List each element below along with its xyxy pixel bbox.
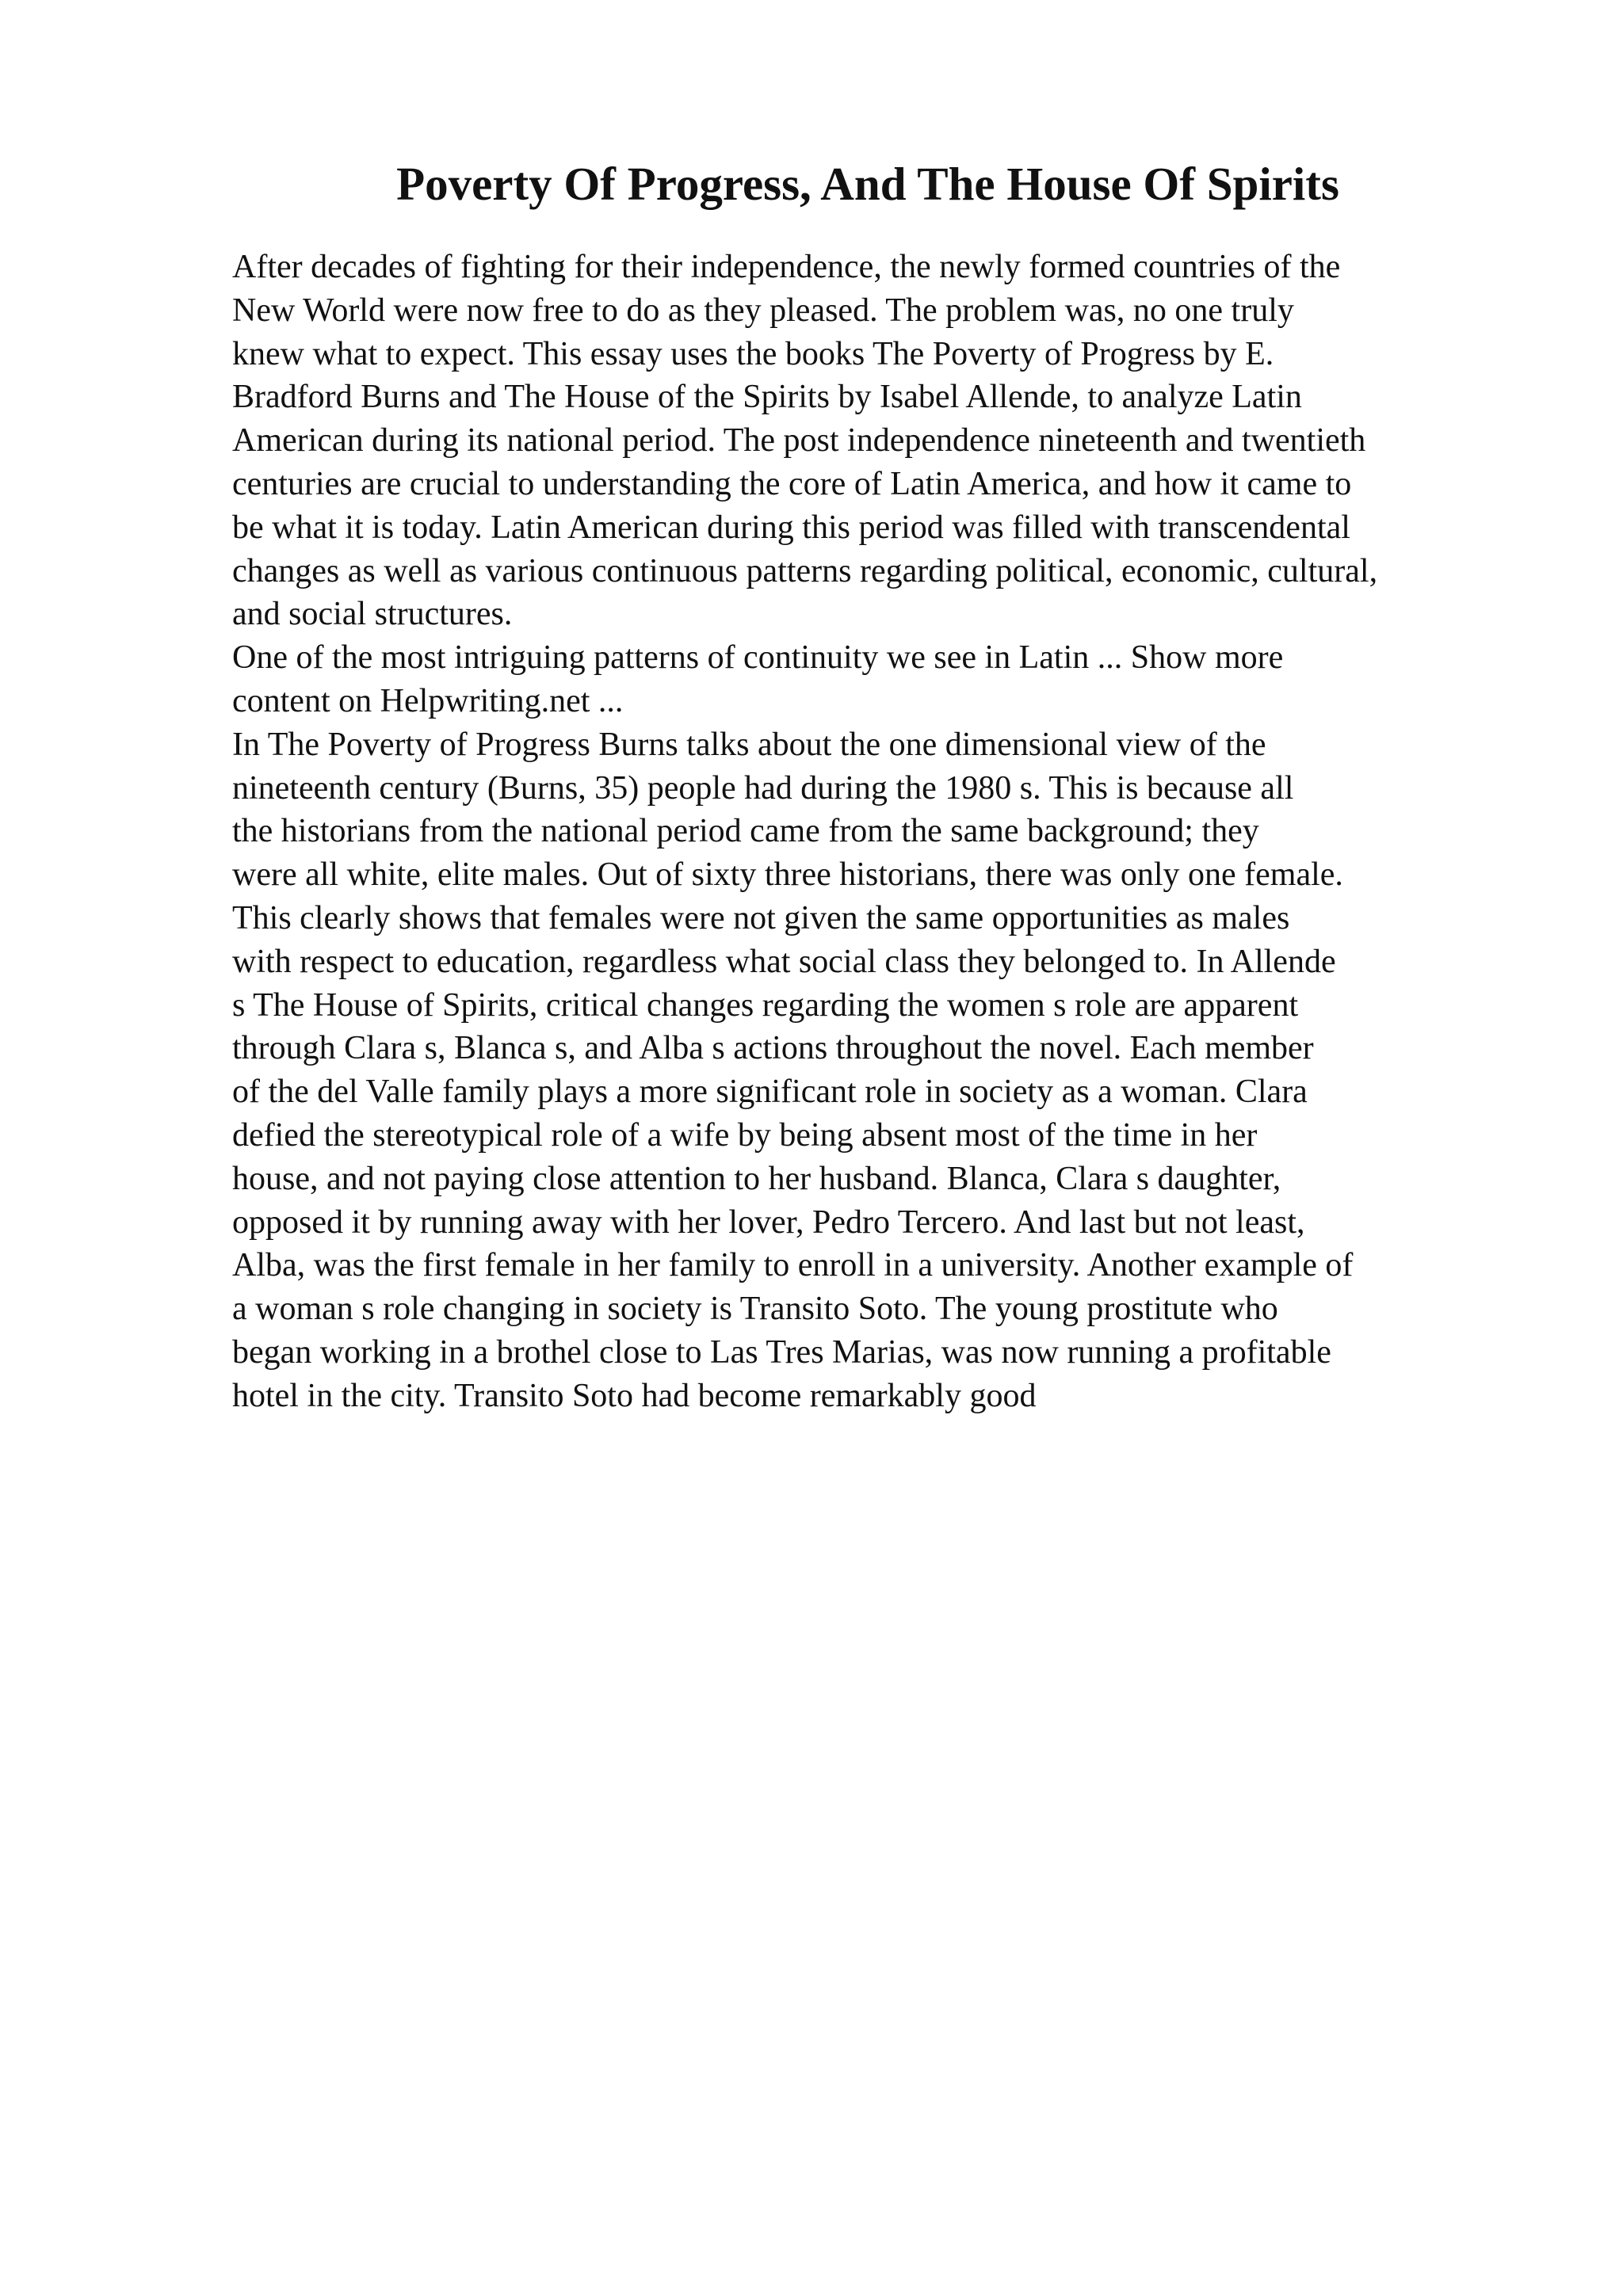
body-line: changes as well as various continuous patterns regarding political, economic, cultural,	[232, 552, 1378, 589]
body-line: After decades of fighting for their independence, the newly formed countries of the	[232, 249, 1341, 285]
body-line: defied the stereotypical role of a wife by being absent most of the time in her	[232, 1116, 1258, 1154]
body-line: centuries are crucial to understanding the core of Latin America, and how it came to	[232, 465, 1352, 502]
body-line: Alba, was the first female in her family to enroll in a university. Another example of	[232, 1247, 1354, 1284]
body-line: New World were now free to do as they pleased. The problem was, no one truly	[232, 292, 1294, 329]
body-line: the historians from the national period came from the same background; they	[232, 813, 1259, 850]
body-line: One of the most intriguing patterns of continuity we see in Latin ... Show more	[232, 639, 1284, 677]
body-line: knew what to expect. This essay uses the books The Poverty of Progress by E.	[232, 335, 1274, 372]
body-line: of the del Valle family plays a more significant role in society as a woman. Clara	[232, 1074, 1308, 1111]
body-line: and social structures.	[232, 596, 513, 633]
body-line: Bradford Burns and The House of the Spirits by Isabel Allende, to analyze Latin	[232, 379, 1302, 416]
body-line: house, and not paying close attention to her husband. Blanca, Clara s daughter,	[232, 1160, 1281, 1197]
body-line: were all white, elite males. Out of sixty three historians, there was only one female.	[232, 856, 1343, 894]
body-line: This clearly shows that females were not given the same opportunities as males	[232, 899, 1290, 936]
body-line: nineteenth century (Burns, 35) people had during the 1980 s. This is because all	[232, 769, 1294, 807]
body-line: American during its national period. The post independence nineteenth and twentieth	[232, 422, 1366, 460]
body-line: began working in a brothel close to Las Tres Marias, was now running a profitable	[232, 1333, 1331, 1371]
body-line: content on Helpwriting.net ...	[232, 682, 624, 719]
document-body	[232, 246, 1516, 1418]
body-line: through Clara s, Blanca s, and Alba s actions throughout the novel. Each member	[232, 1030, 1314, 1067]
document-title: Poverty Of Progress, And The House Of Spirits	[396, 158, 1339, 210]
body-line: opposed it by running away with her lover, Pedro Tercero. And last but not least,	[232, 1203, 1305, 1241]
body-line: hotel in the city. Transito Soto had become remarkably good	[232, 1377, 1037, 1414]
body-line: be what it is today. Latin American during this period was filled with transcendental	[232, 509, 1350, 546]
body-line: with respect to education, regardless what social class they belonged to. In Allende	[232, 943, 1336, 980]
body-line: In The Poverty of Progress Burns talks about the one dimensional view of the	[232, 726, 1266, 763]
body-line: s The House of Spirits, critical changes regarding the women s role are apparent	[232, 986, 1299, 1024]
body-line: a woman s role changing in society is Transito Soto. The young prostitute who	[232, 1291, 1278, 1328]
